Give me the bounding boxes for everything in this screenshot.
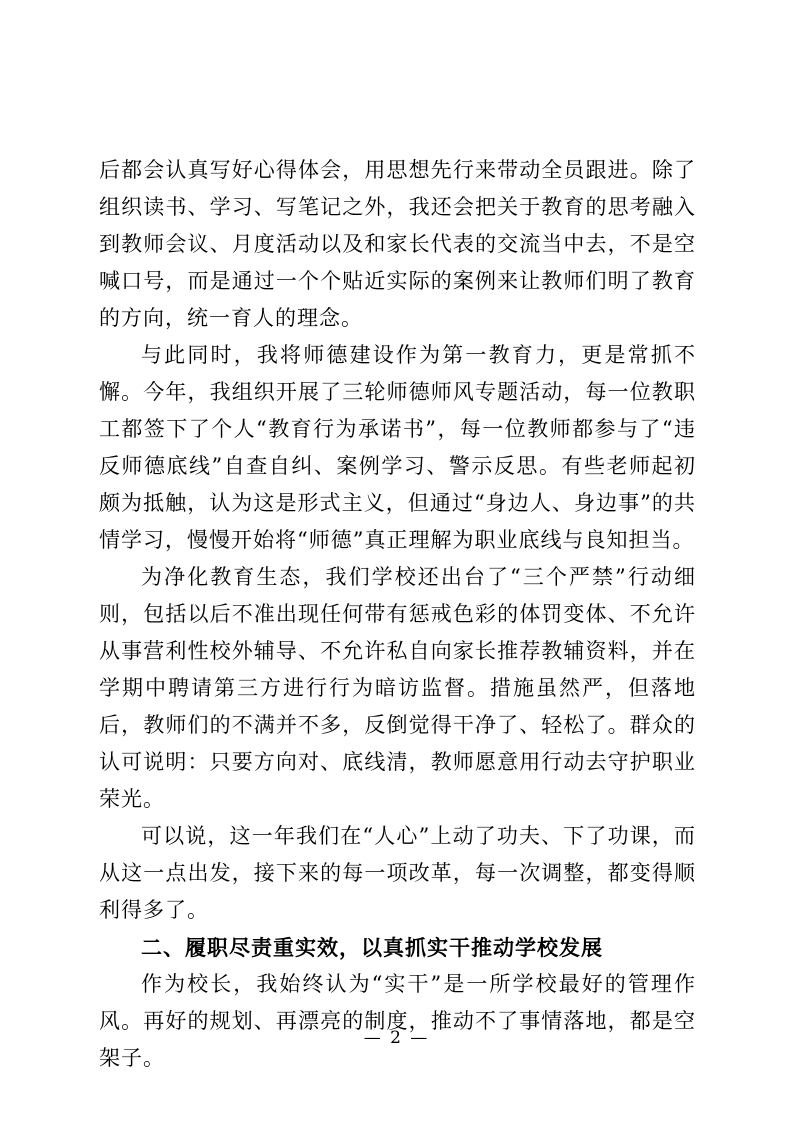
section-heading: 二、履职尽责重实效，以真抓实干推动学校发展 (141, 935, 603, 960)
document-body (99, 152, 696, 1077)
paragraph: 与此同时，我将师德建设作为第一教育力，更是常抓不懈。今年，我组织开展了三轮师德师风专题活动，每一位教职工都签下了个人“教育行为承诺书”，每一位教师都参与了“违反师德底线”自查自纠、案例学习、警示反思。有些老师起初颇为抵触，认为这是形式主义，但通过“身边人、身边事”的共情学习，慢慢开始将“师德”真正理解为职业底线与良知担当。 (99, 343, 696, 552)
paragraph: 后都会认真写好心得体会，用思想先行来带动全员跟进。除了组织读书、学习、写笔记之外，我还会把关于教育的思考融入到教师会议、月度活动以及和家长代表的交流当中去，不是空喊口号，而是通过一个个贴近实际的案例来让教师们明了教育的方向，统一育人的理念。 (99, 158, 696, 330)
paragraph: 可以说，这一年我们在“人心”上动了功夫、下了功课，而从这一点出发，接下来的每一项改革，每一次调整，都变得顺利得多了。 (99, 824, 696, 922)
page-number: — 2 — (363, 1028, 430, 1048)
paragraph: 作为校长，我始终认为“实干”是一所学校最好的管理作风。再好的规划、再漂亮的制度，推动不了事情落地，都是空架子。 (99, 972, 696, 1070)
paragraph: 为净化教育生态，我们学校还出台了“三个严禁”行动细则，包括以后不准出现任何带有惩戒色彩的体罚变体、不允许从事营利性校外辅导、不允许私自向家长推荐教辅资料，并在学期中聘请第三方进行行为暗访监督。措施虽然严，但落地后，教师们的不满并不多，反倒觉得干净了、轻松了。群众的认可说明：只要方向对、底线清，教师愿意用行动去守护职业荣光。 (99, 565, 696, 811)
